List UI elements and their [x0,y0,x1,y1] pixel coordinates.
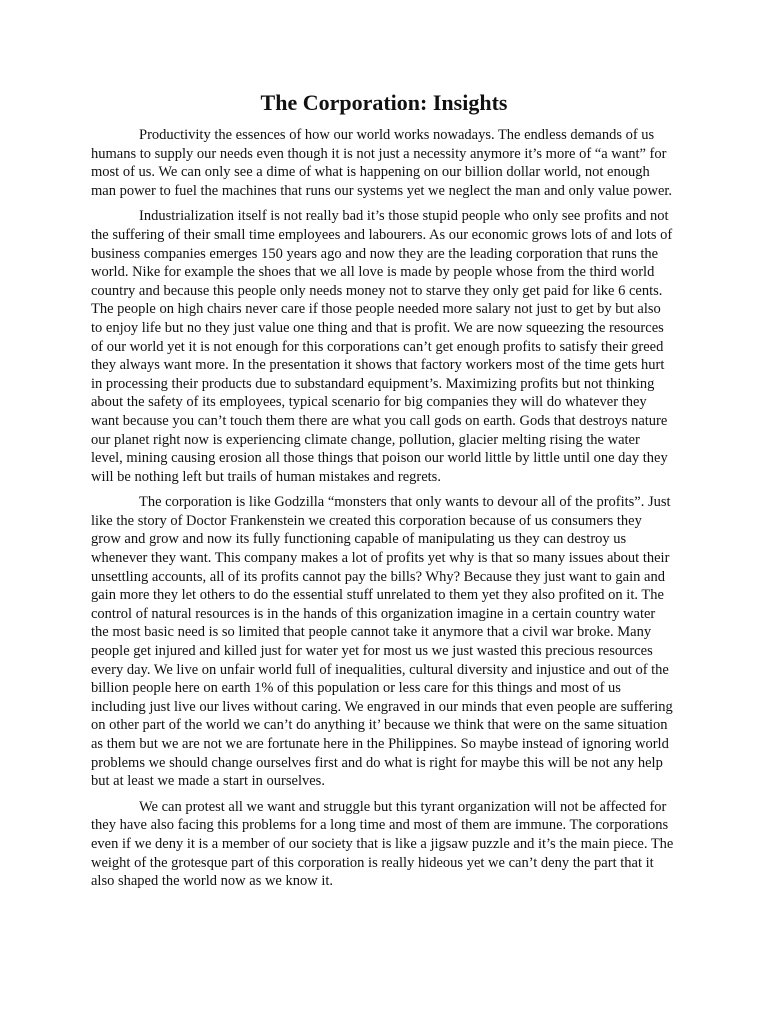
paragraph-4: We can protest all we want and struggle but this tyrant organization will not be affected for they have also facing this problems for a long time and most of them are immune. The corporations even if we deny it is a member of our society that is like a jigsaw puzzle and it’s the main piece. The weight of the grotesque part of this corporation is really hideous yet we can’t deny the part that it also shaped the world now as we know it. [91,798,674,890]
document-body [91,126,675,898]
paragraph-1: Productivity the essences of how our world works nowadays. The endless demands of us humans to supply our needs even though it is not just a necessity anymore it’s more of “a want” for most of us. We can only see a dime of what is happening on our billion dollar world, not enough man power to fuel the machines that runs our systems yet we neglect the man and only value power. [91,127,673,199]
paragraph-3: The corporation is like Godzilla “monsters that only wants to devour all of the profits”. Just like the story of Doctor Frankenstein we created this corporation because of us consumers they grow and grow and now its fully functioning capable of manipulating us they can destroy us whenever they want. This company makes a lot of profits yet why is that so many issues about their unsettling accounts, all of its profits cannot pay the bills? Why? Because they just want to gain and gain more they let others to do the essential stuff unrelated to them yet they also profited on it. The control of natural resources is in the hands of this organization imagine in a certain country water the most basic need is so limited that people cannot take it anymore that a civil war broke. Many people get injured and killed just for water yet for most us we just wasted this precious resources every day. We live on unfair world full of inequalities, cultural diversity and injustice and out of the billion people here on earth 1% of this population or less care for this things and most of us including just live our lives without caring. We engraved in our minds that even people are suffering on other part of the world we can’t do anything it’ because we think that were on the same situation as them but we are not we are fortunate here in the Philippines. So maybe instead of ignoring world problems we should change ourselves first and do what is right for maybe this will be not any help but at least we made a start in ourselves. [91,494,673,790]
paragraph-2: Industrialization itself is not really bad it’s those stupid people who only see profits and not the suffering of their small time employees and labourers. As our economic grows lots of and lots of business companies emerges 150 years ago and now they are the leading corporation that runs the world. Nike for example the shoes that we all love is made by people whose from the third world country and because this people only needs money not to starve they only get paid for like 6 cents. The people on high chairs never care if those people needed more salary not just to get by but also to enjoy life but no they just value one thing and that is profit. We are now squeezing the resources of our world yet it is not enough for this corporations can’t get enough profits to satisfy their greed they always want more. In the presentation it shows that factory workers most of the time gets hurt in processing their products due to substandard equipment’s. Maximizing profits but not thinking about the safety of its employees, typical scenario for big companies they will do whatever they want because you can’t touch them there are what you call gods on earth. Gods that destroys nature our planet right now is experiencing climate change, pollution, glacier melting rising the water level, mining causing erosion all those things that poison our world little by little until one day they will be nothing left but trails of human mistakes and regrets. [91,208,673,485]
document-title: The Corporation: Insights [260,90,508,115]
